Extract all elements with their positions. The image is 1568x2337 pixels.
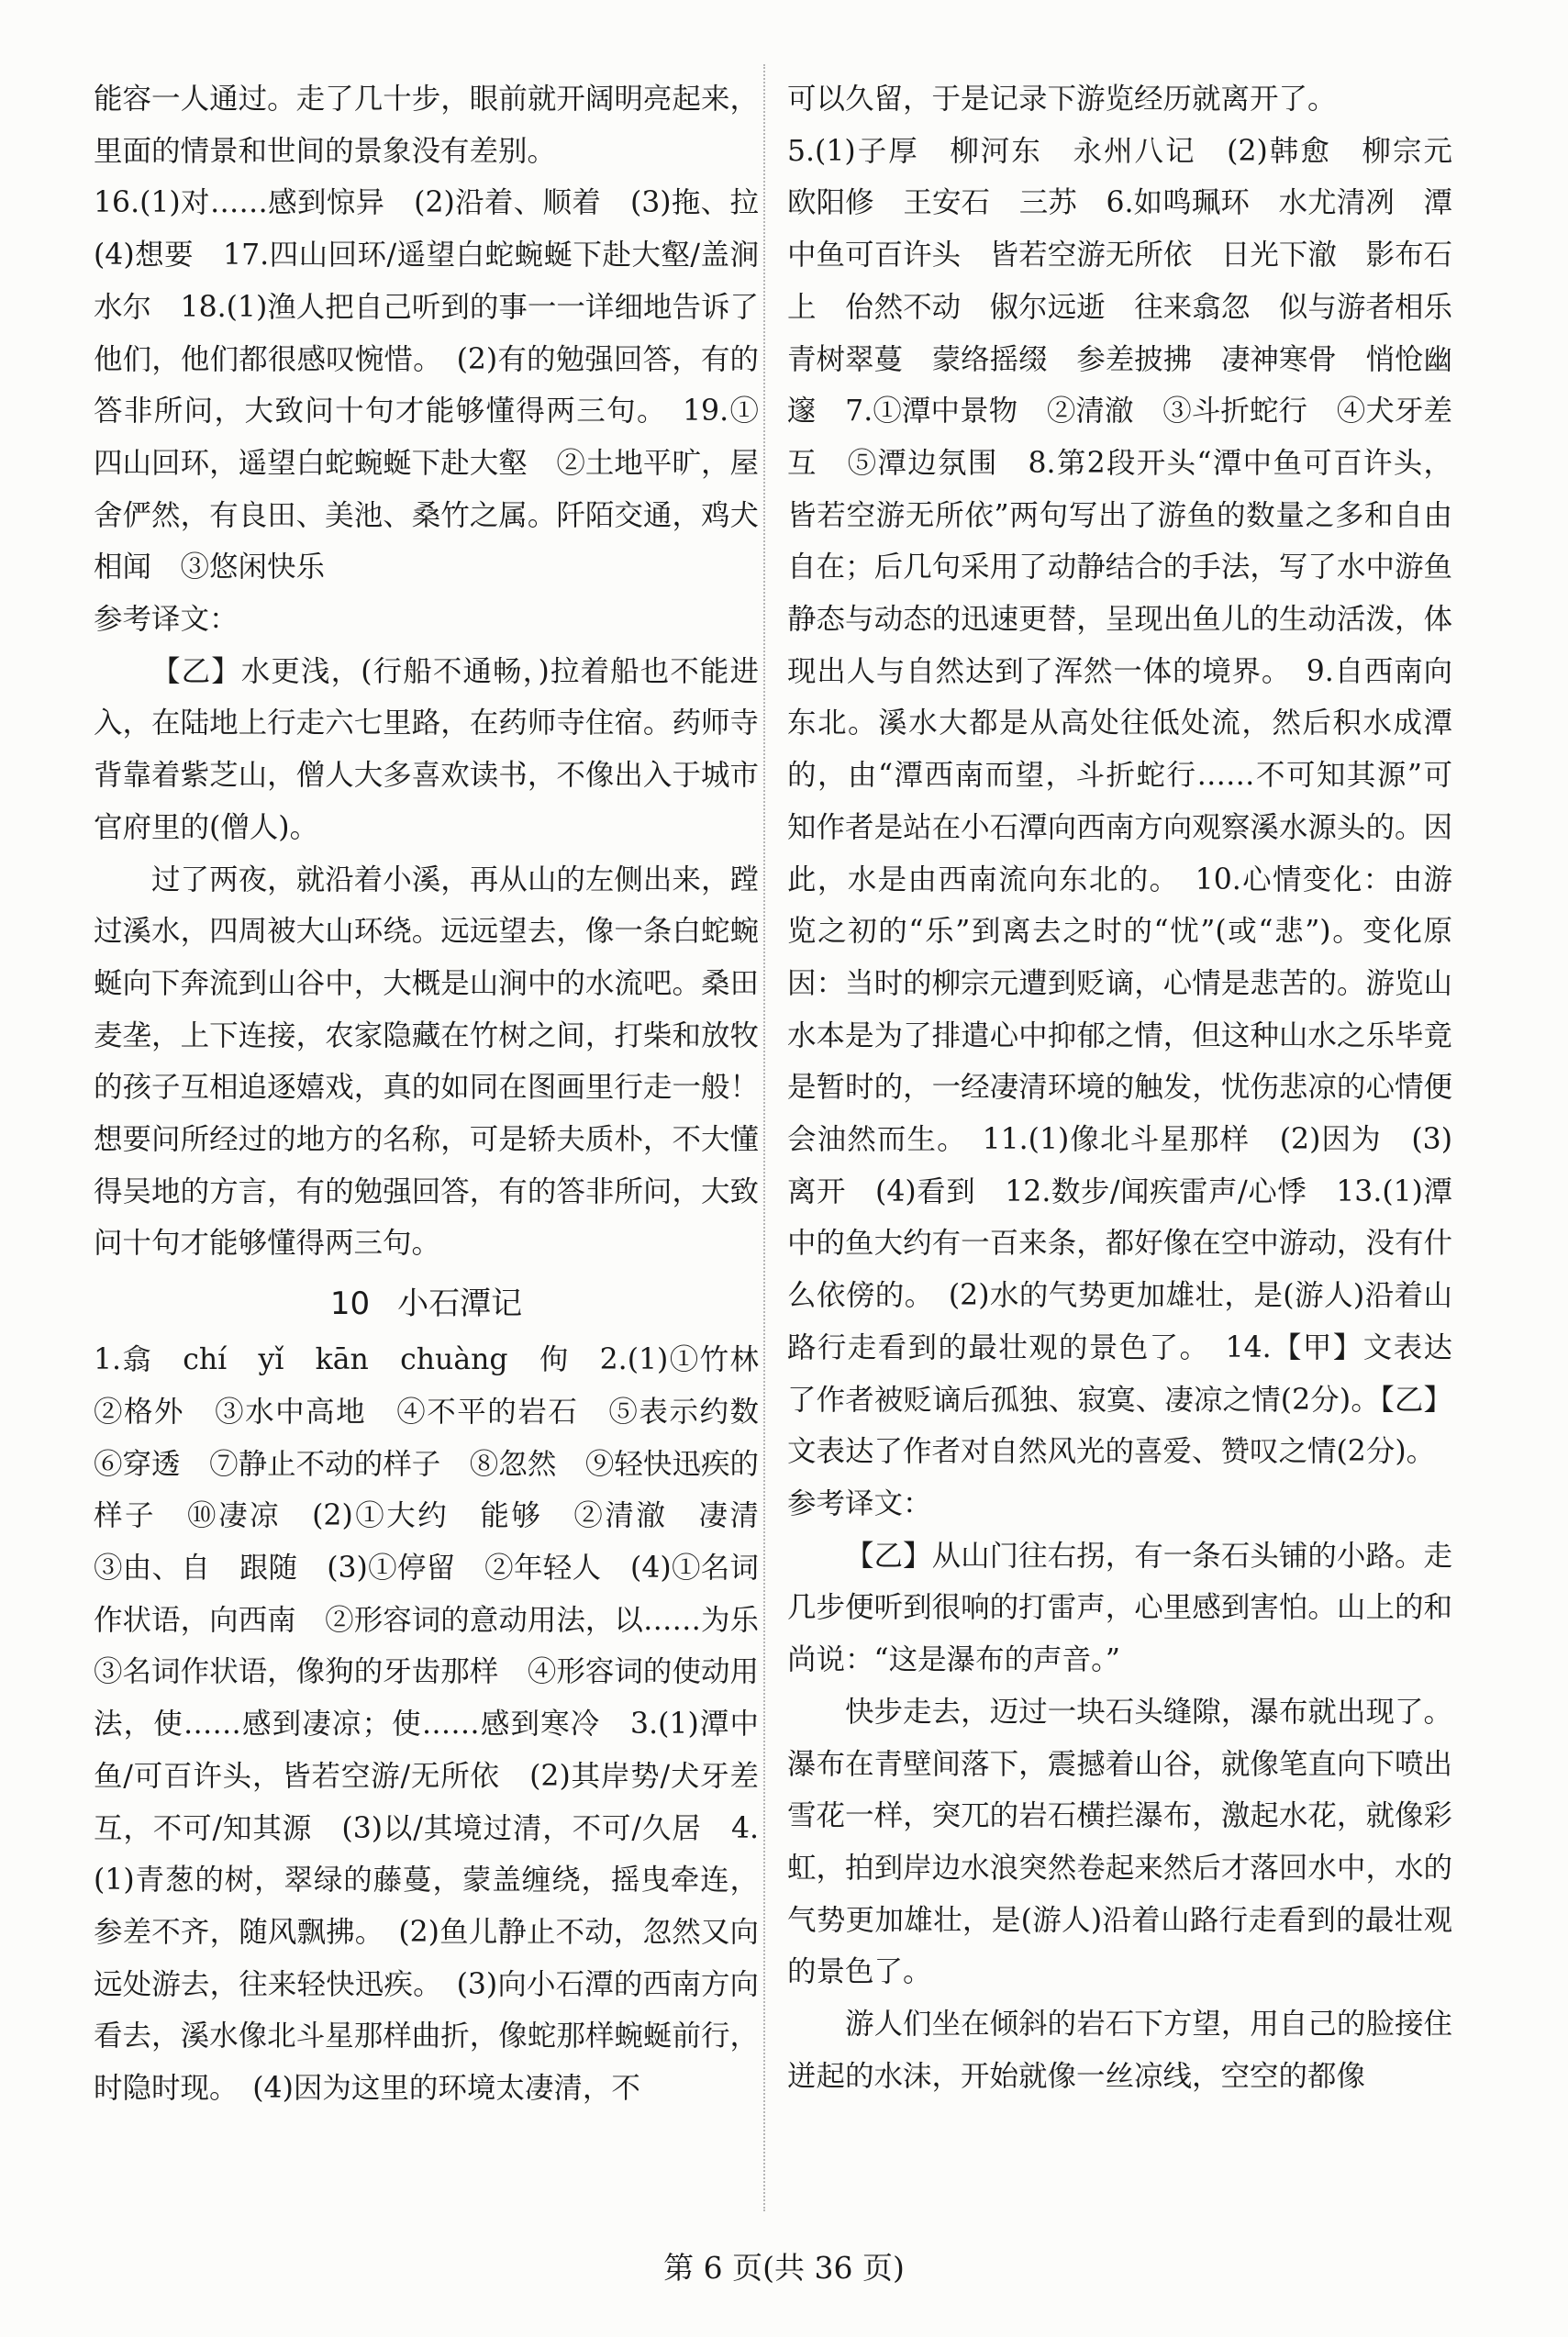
right-paragraph-1: 可以久留，于是记录下游览经历就离开了。 (787, 83, 1337, 116)
column-divider (763, 64, 765, 2211)
right-translation-heading: 参考译文： (787, 1486, 932, 1520)
left-answers-16-19: 16.(1)对……感到惊异 (2)沿着、顺着 (3)拖、拉 (4)想要 17.四山回环/遥望白蛇蜿蜒下赴大壑/盖涧水尔 18.(1)渔人把自己听到的事一一详细地告诉了他们，他们都很感叹惋惜。 (2)有的勉强回答，有的答非所问，大致问十句才能够懂得两三句。 19.①四山回环，遥望白蛇蜿蜒下赴大壑 ②土地平旷，屋舍俨然，有良田、美池、桑竹之属。阡陌交通，鸡犬相闻 ③悠闲快乐 (94, 186, 788, 584)
right-column (787, 73, 1482, 2102)
section-number: 10 (329, 1285, 371, 1323)
left-translation-para-2: 过了两夜，就沿着小溪，再从山的左侧出来，蹚过溪水，四周被大山环绕。远远望去，像一条白蛇蜿蜒向下奔流到山谷中，大概是山涧中的水流吧。桑田麦垄，上下连接，农家隐藏在竹树之间，打柴和放牧的孩子互相追逐嬉戏，真的如同在图画里行走一般！想要问所经过的地方的名称，可是轿夫质朴，不大懂得吴地的方言，有的勉强回答，有的答非所问，大致问十句才能够懂得两三句。 (94, 862, 759, 1261)
section-title (94, 1275, 759, 1332)
right-translation-para-2: 快步走去，迈过一块石头缝隙，瀑布就出现了。瀑布在青壁间落下，震撼着山谷，就像笔直向下喷出雪花一样，突兀的岩石横拦瀑布，激起水花，就像彩虹，拍到岸边水浪突然卷起来然后才落回水中，水的气势更加雄壮，是(游人)沿着山路行走看到的最壮观的景色了。 (787, 1695, 1452, 1989)
right-answers-5-14: 5.(1)子厚 柳河东 永州八记 (2)韩愈 柳宗元 欧阳修 王安石 三苏 6.如鸣珮环 水尤清冽 潭中鱼可百许头 皆若空游无所依 日光下澈 影布石上 佁然不动 俶尔远逝 往来翕忽 似与游者相乐 青树翠蔓 蒙络摇缀 参差披拂 凄神寒骨 悄怆幽邃 7.①潭中景物 ②清澈 ③斗折蛇行 ④犬牙差互 ⑤潭边氛围 8.第2段开头“潭中鱼可百许头，皆若空游无所依”两句写出了游鱼的数量之多和自由自在；后几句采用了动静结合的手法，写了水中游鱼静态与动态的迅速更替，呈现出鱼儿的生动活泼，体现出人与自然达到了浑然一体的境界。 9.自西南向东北。溪水大都是从高处往低处流，然后积水成潭的，由“潭西南而望，斗折蛇行……不可知其源”可知作者是站在小石潭向西南方向观察溪水源头的。因此，水是由西南流向东北的。 10.心情变化：由游览之初的“乐”到离去之时的“忧”(或“悲”)。变化原因：当时的柳宗元遭到贬谪，心情是悲苦的。游览山水本是为了排遣心中抑郁之情，但这种山水之乐毕竟是暂时的，一经凄清环境的触发，忧伤悲凉的心情便会油然而生。 11.(1)像北斗星那样 (2)因为 (3)离开 (4)看到 12.数步/闻疾雷声/心悸 13.(1)潭中的鱼大约有一百来条，都好像在空中游动，没有什么依傍的。 (2)水的气势更加雄壮，是(游人)沿着山路行走看到的最壮观的景色了。 14.【甲】文表达了作者被贬谪后孤独、寂寞、凄凉之情(2分)。【乙】文表达了作者对自然风光的喜爱、赞叹之情(2分)。 (787, 134, 1482, 1469)
right-translation-para-3: 游人们坐在倾斜的岩石下方望，用自己的脸接住迸起的水沫，开始就像一丝凉线，空空的都像 (787, 2008, 1452, 2093)
left-answers-1-4: 1.翕 chí yǐ kān chuàng 佝 2.(1)①竹林 ②格外 ③水中高地 ④不平的岩石 ⑤表示约数 ⑥穿透 ⑦静止不动的样子 ⑧忽然 ⑨轻快迅疾的样子 ⑩凄凉 (2)①大约 能够 ②清澈 凄清 ③由、自 跟随 (3)①停留 ②年轻人 (4)①名词作状语，向西南 ②形容词的意动用法，以……为乐 ③名词作状语，像狗的牙齿那样 ④形容词的使动用法，使……感到凄凉；使……感到寒冷 3.(1)潭中鱼/可百许头，皆若空游/无所依 (2)其岸势/犬牙差互，不可/知其源 (3)以/其境过清，不可/久居 4.(1)青葱的树，翠绿的藤蔓，蒙盖缠绕，摇曳牵连，参差不齐，随风飘拂。 (2)鱼儿静止不动，忽然又向远处游去，往来轻快迅疾。 (3)向小石潭的西南方向看去，溪水像北斗星那样曲折，像蛇那样蜿蜒前行，时隐时现。 (4)因为这里的环境太凄清，不 (94, 1343, 788, 2106)
right-translation-para-1: 【乙】从山门往右拐，有一条石头铺的小路。走几步便听到很响的打雷声，心里感到害怕。山上的和尚说：“这是瀑布的声音。” (787, 1539, 1452, 1677)
left-translation-para-1: 【乙】水更浅，(行船不通畅，)拉着船也不能进入，在陆地上行走六七里路，在药师寺住宿。药师寺背靠着紫芝山，僧人大多喜欢读书，不像出入于城市官府里的(僧人)。 (94, 654, 759, 844)
left-translation-heading: 参考译文： (94, 603, 239, 637)
section-name: 小石潭记 (397, 1285, 523, 1323)
left-paragraph-1: 能容一人通过。走了几十步，眼前就开阔明亮起来，里面的情景和世间的景象没有差别。 (94, 83, 759, 168)
left-column (94, 73, 788, 2115)
page-footer: 第 6 页(共 36 页) (663, 2250, 905, 2286)
